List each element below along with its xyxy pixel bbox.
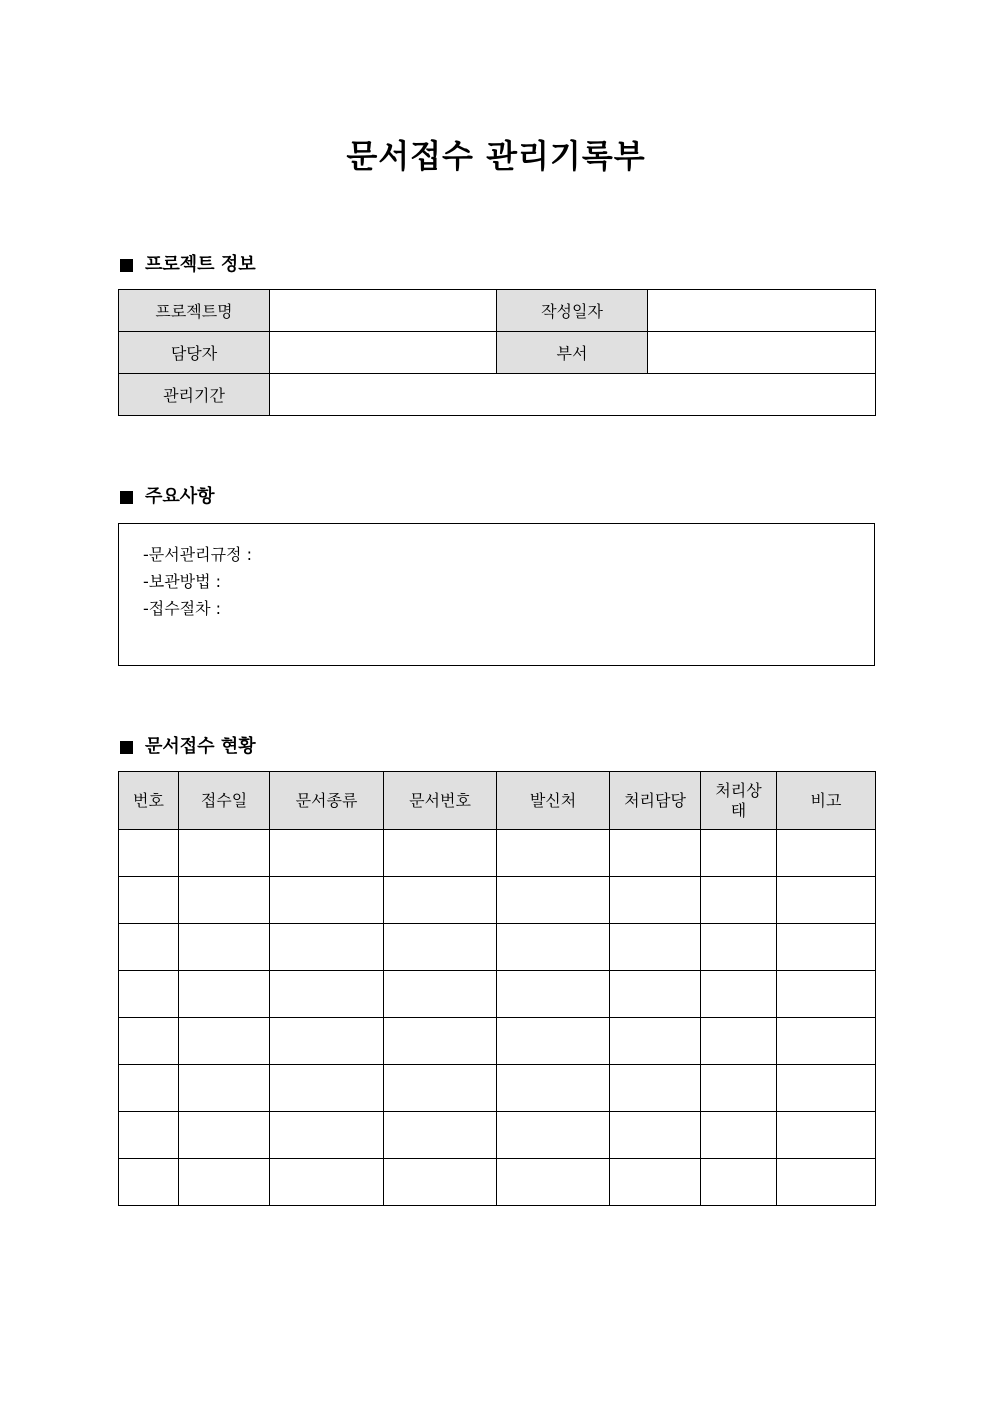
cell-status[interactable] [701, 877, 777, 924]
table-row [119, 1159, 876, 1206]
cell-remarks[interactable] [777, 924, 876, 971]
cell-document-type[interactable] [270, 1159, 384, 1206]
cell-handler[interactable] [610, 924, 701, 971]
cell-handler[interactable] [610, 971, 701, 1018]
cell-remarks[interactable] [777, 1018, 876, 1065]
cell-status[interactable] [701, 830, 777, 877]
table-row [119, 924, 876, 971]
project-info-heading-text: 프로젝트 정보 [145, 254, 256, 275]
period-field[interactable] [270, 374, 876, 416]
cell-number[interactable] [119, 830, 179, 877]
cell-document-number[interactable] [384, 830, 497, 877]
cell-number[interactable] [119, 971, 179, 1018]
cell-remarks[interactable] [777, 830, 876, 877]
cell-document-type[interactable] [270, 1018, 384, 1065]
cell-received-date[interactable] [179, 924, 270, 971]
cell-received-date[interactable] [179, 830, 270, 877]
reception-status-heading [120, 735, 256, 759]
column-header-number: 번호 [119, 772, 179, 830]
cell-status[interactable] [701, 1159, 777, 1206]
table-row [119, 332, 876, 374]
note-document-rules: -문서관리규정 : [143, 545, 252, 564]
cell-status[interactable] [701, 971, 777, 1018]
column-header-received-date: 접수일 [179, 772, 270, 830]
cell-sender[interactable] [497, 1159, 610, 1206]
cell-document-number[interactable] [384, 877, 497, 924]
written-date-field[interactable] [648, 290, 876, 332]
square-bullet-icon [120, 491, 133, 504]
page-title: 문서접수 관리기록부 [346, 137, 646, 175]
cell-sender[interactable] [497, 1112, 610, 1159]
cell-number[interactable] [119, 1018, 179, 1065]
reception-status-rows [119, 830, 876, 1206]
cell-received-date[interactable] [179, 877, 270, 924]
notes-heading [120, 485, 215, 509]
cell-document-type[interactable] [270, 1112, 384, 1159]
department-label: 부서 [497, 332, 648, 374]
written-date-label: 작성일자 [497, 290, 648, 332]
cell-received-date[interactable] [179, 971, 270, 1018]
cell-document-number[interactable] [384, 924, 497, 971]
cell-document-number[interactable] [384, 1018, 497, 1065]
cell-sender[interactable] [497, 877, 610, 924]
project-info-table [118, 289, 876, 416]
column-header-status: 처리상태 [701, 772, 777, 830]
cell-number[interactable] [119, 924, 179, 971]
cell-handler[interactable] [610, 1112, 701, 1159]
cell-remarks[interactable] [777, 877, 876, 924]
table-row [119, 1112, 876, 1159]
table-row [119, 1065, 876, 1112]
note-reception-procedure: -접수절차 : [143, 599, 222, 618]
notes-box[interactable] [118, 523, 875, 666]
cell-remarks[interactable] [777, 971, 876, 1018]
cell-number[interactable] [119, 1159, 179, 1206]
project-name-label: 프로젝트명 [119, 290, 270, 332]
manager-label: 담당자 [119, 332, 270, 374]
cell-sender[interactable] [497, 971, 610, 1018]
column-header-handler: 처리담당 [610, 772, 701, 830]
cell-sender[interactable] [497, 1065, 610, 1112]
table-header-row [119, 772, 876, 830]
cell-number[interactable] [119, 877, 179, 924]
table-row [119, 1018, 876, 1065]
cell-remarks[interactable] [777, 1065, 876, 1112]
cell-document-number[interactable] [384, 1065, 497, 1112]
note-storage-method: -보관방법 : [143, 572, 222, 591]
cell-status[interactable] [701, 1065, 777, 1112]
cell-received-date[interactable] [179, 1065, 270, 1112]
cell-status[interactable] [701, 924, 777, 971]
square-bullet-icon [120, 259, 133, 272]
cell-remarks[interactable] [777, 1112, 876, 1159]
project-info-heading [120, 253, 256, 277]
cell-document-number[interactable] [384, 1112, 497, 1159]
cell-handler[interactable] [610, 1159, 701, 1206]
department-field[interactable] [648, 332, 876, 374]
notes-heading-text: 주요사항 [145, 486, 215, 507]
cell-status[interactable] [701, 1112, 777, 1159]
cell-status[interactable] [701, 1018, 777, 1065]
column-header-remarks: 비고 [777, 772, 876, 830]
cell-received-date[interactable] [179, 1018, 270, 1065]
cell-handler[interactable] [610, 877, 701, 924]
cell-handler[interactable] [610, 1065, 701, 1112]
cell-sender[interactable] [497, 924, 610, 971]
cell-remarks[interactable] [777, 1159, 876, 1206]
table-row [119, 971, 876, 1018]
manager-field[interactable] [270, 332, 497, 374]
column-header-document-type: 문서종류 [270, 772, 384, 830]
table-row [119, 877, 876, 924]
cell-document-type[interactable] [270, 877, 384, 924]
cell-sender[interactable] [497, 1018, 610, 1065]
table-row [119, 290, 876, 332]
reception-status-heading-text: 문서접수 현황 [145, 736, 256, 757]
table-row [119, 830, 876, 877]
cell-received-date[interactable] [179, 1159, 270, 1206]
cell-received-date[interactable] [179, 1112, 270, 1159]
project-name-field[interactable] [270, 290, 497, 332]
cell-document-type[interactable] [270, 1065, 384, 1112]
column-header-document-number: 문서번호 [384, 772, 497, 830]
cell-number[interactable] [119, 1065, 179, 1112]
cell-document-type[interactable] [270, 971, 384, 1018]
cell-handler[interactable] [610, 1018, 701, 1065]
cell-number[interactable] [119, 1112, 179, 1159]
square-bullet-icon [120, 741, 133, 754]
cell-document-number[interactable] [384, 971, 497, 1018]
cell-document-type[interactable] [270, 830, 384, 877]
cell-sender[interactable] [497, 830, 610, 877]
cell-document-number[interactable] [384, 1159, 497, 1206]
table-row [119, 374, 876, 416]
cell-document-type[interactable] [270, 924, 384, 971]
column-header-sender: 발신처 [497, 772, 610, 830]
cell-handler[interactable] [610, 830, 701, 877]
reception-status-table [118, 771, 876, 1206]
period-label: 관리기간 [119, 374, 270, 416]
